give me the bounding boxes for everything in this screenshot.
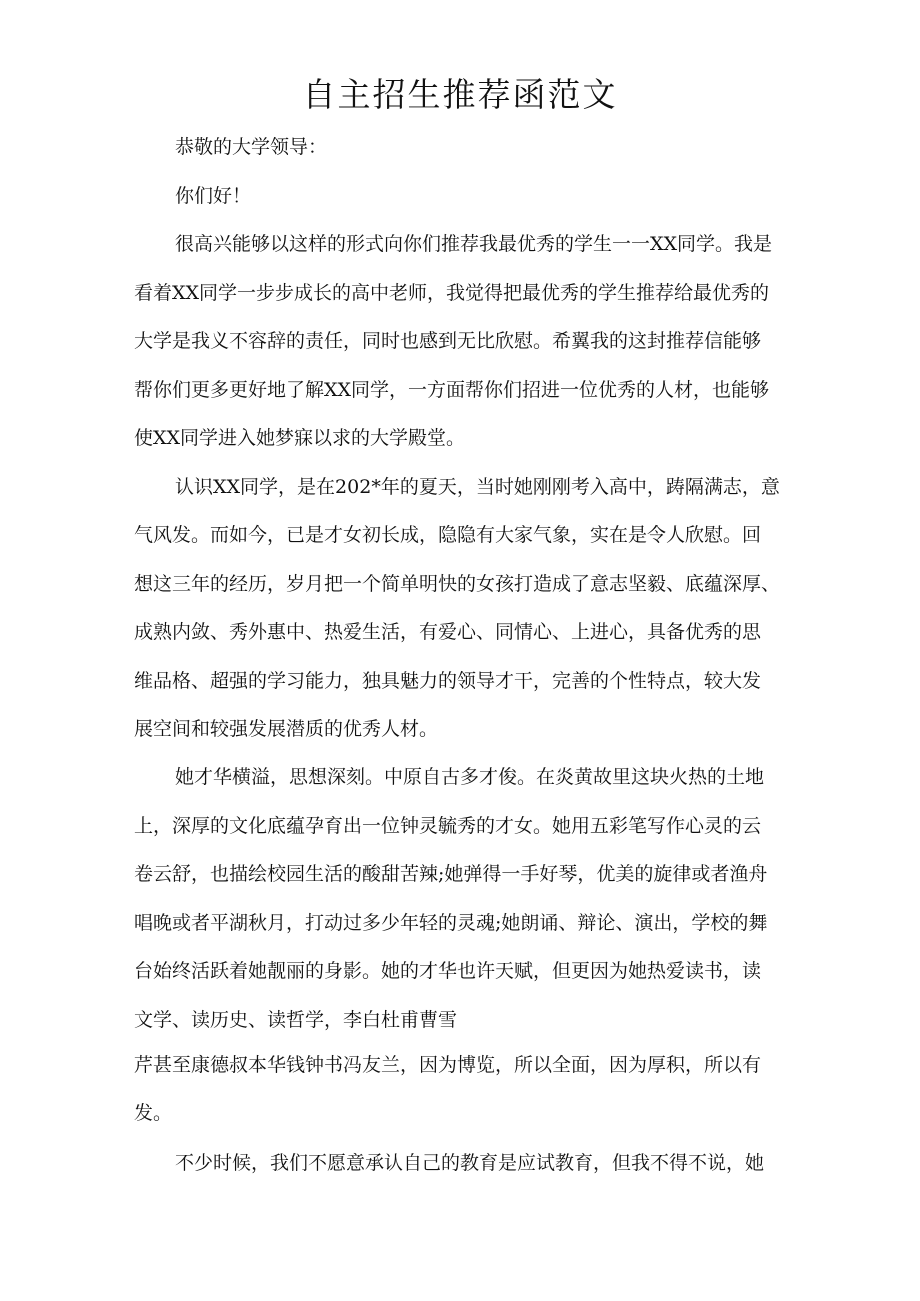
paragraph-3-line-7: 芹甚至康德叔本华钱钟书冯友兰，因为博览，所以全面，因为厚积，所以有 bbox=[134, 1054, 762, 1076]
paragraph-1-line-4: 帮你们更多更好地了解XX同学，一方面帮你们招进一位优秀的人材，也能够 bbox=[134, 379, 770, 401]
paragraph-2-line-6: 展空间和较强发展潜质的优秀人材。 bbox=[134, 718, 439, 740]
paragraph-3-line-6: 文学、读历史、读哲学，李白杜甫曹雪 bbox=[134, 1009, 458, 1031]
greeting-line: 恭敬的大学领导： bbox=[175, 136, 328, 158]
document-title: 自主招生推荐函范文 bbox=[302, 75, 618, 114]
paragraph-2-line-1: 认识XX同学，是在202*年的夏天，当时她刚刚考入高中，踌隔满志，意 bbox=[175, 476, 780, 498]
paragraph-2-line-5: 维品格、超强的学习能力，独具魅力的领导才干，完善的个性特点，较大发 bbox=[134, 670, 762, 692]
paragraph-1-line-5: 使XX同学进入她梦寐以求的大学殿堂。 bbox=[134, 427, 466, 449]
salutation-line: 你们好！ bbox=[175, 185, 252, 207]
paragraph-2-line-4: 成熟内敛、秀外惠中、热爱生活，有爱心、同情心、上进心，具备优秀的思 bbox=[134, 621, 762, 643]
paragraph-1-line-1: 很高兴能够以这样的形式向你们推荐我最优秀的学生一一XX同学。我是 bbox=[175, 233, 773, 255]
paragraph-3-line-4: 唱晚或者平湖秋月，打动过多少年轻的灵魂;她朗诵、辩论、演出，学校的舞 bbox=[134, 912, 768, 934]
paragraph-1-line-2: 看着XX同学一步步成长的高中老师，我觉得把最优秀的学生推荐给最优秀的 bbox=[134, 282, 770, 304]
paragraph-2-line-3: 想这三年的经历，岁月把一个简单明快的女孩打造成了意志坚毅、底蕴深厚、 bbox=[134, 573, 781, 595]
paragraph-3-line-2: 上，深厚的文化底蕴孕育出一位钟灵毓秀的才女。她用五彩笔写作心灵的云 bbox=[134, 815, 762, 837]
paragraph-3-line-3: 卷云舒，也描绘校园生活的酸甜苦辣;她弹得一手好琴，优美的旋律或者渔舟 bbox=[134, 863, 768, 885]
paragraph-3-line-8: 发。 bbox=[134, 1102, 173, 1124]
paragraph-4-line-1: 不少时候，我们不愿意承认自己的教育是应试教育，但我不得不说，她 bbox=[175, 1152, 765, 1174]
paragraph-2-line-2: 气风发。而如今，已是才女初长成，隐隐有大家气象，实在是令人欣慰。回 bbox=[134, 524, 762, 546]
paragraph-3-line-1: 她才华横溢，思想深刻。中原自古多才俊。在炎黄故里这块火热的土地 bbox=[175, 766, 765, 788]
paragraph-1-line-3: 大学是我义不容辞的责任，同时也感到无比欣慰。希翼我的这封推荐信能够 bbox=[134, 330, 762, 352]
paragraph-3-line-5: 台始终活跃着她靓丽的身影。她的才华也许天赋，但更因为她热爱读书，读 bbox=[134, 960, 762, 982]
